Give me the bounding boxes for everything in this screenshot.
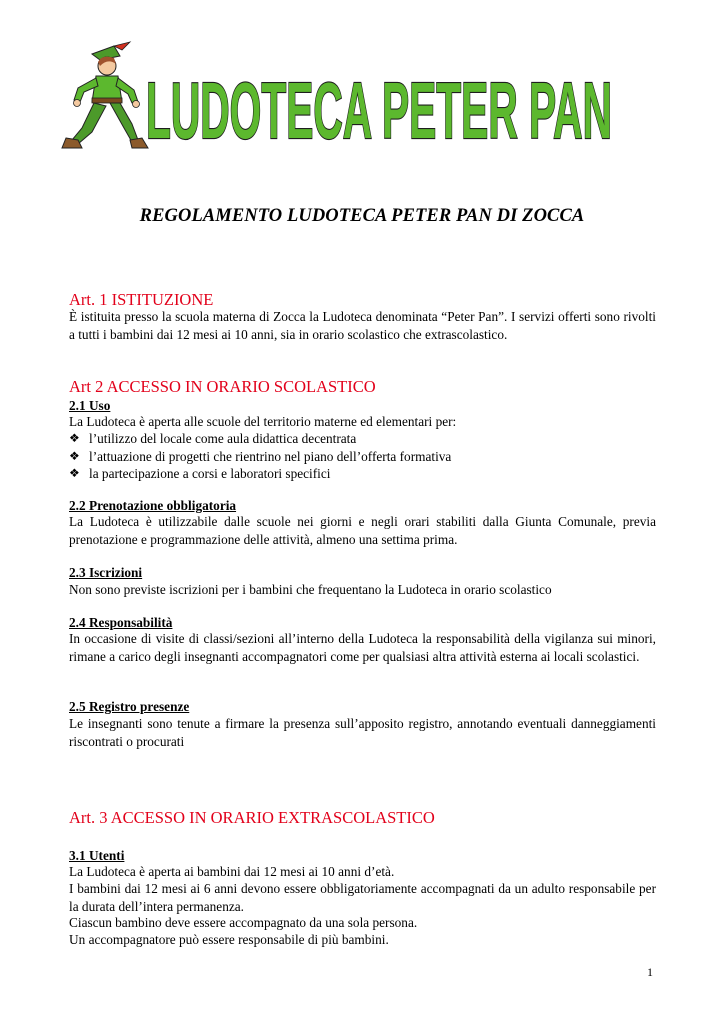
list-item: ❖ l’utilizzo del locale come aula didattica decentrata bbox=[69, 431, 357, 446]
art2-s3-title: 2.3 Iscrizioni bbox=[69, 565, 143, 580]
art2-s5-title: 2.5 Registro presenze bbox=[69, 699, 190, 714]
page-number: 1 bbox=[647, 965, 653, 979]
art2-s5-text: Le insegnanti sono tenute a firmare la presenza sull’apposito registro, annotando eventuali danneggiamenti riscontrati o procurati bbox=[69, 716, 656, 749]
art1-text: È istituita presso la scuola materna di Zocca la Ludoteca denominata “Peter Pan”. I servizi offerti sono rivolti a tutti i bambini dai 12 mesi ai 10 anni, sia in orario scolastico che extrascolastico. bbox=[69, 309, 656, 342]
art2-s4-title: 2.4 Responsabilità bbox=[69, 615, 173, 630]
diamond-bullet-icon: ❖ bbox=[69, 466, 80, 480]
art3-heading: Art. 3 ACCESSO IN ORARIO EXTRASCOLASTICO bbox=[69, 808, 435, 827]
page-title: REGOLAMENTO LUDOTECA PETER PAN DI ZOCCA bbox=[139, 206, 585, 226]
diamond-bullet-icon: ❖ bbox=[69, 448, 80, 463]
art3-s1-line2: I bambini dai 12 mesi ai 6 anni devono essere obbligatoriamente accompagnati da un adulto responsabile per la durata dell’intera permanenza. bbox=[69, 881, 656, 914]
art2-s2-title: 2.2 Prenotazione obbligatoria bbox=[69, 498, 237, 513]
art2-s1-bullets bbox=[69, 430, 451, 483]
diamond-bullet-icon: ❖ bbox=[69, 431, 80, 445]
art2-s3-text: Non sono previste iscrizioni per i bambini che frequentano la Ludoteca in orario scolastico bbox=[69, 582, 552, 597]
art3-s1-title: 3.1 Utenti bbox=[69, 848, 125, 863]
art2-s1-title: 2.1 Uso bbox=[69, 398, 111, 413]
list-item: ❖ la partecipazione a corsi e laboratori specifici bbox=[69, 466, 331, 481]
art3-s1-line1: La Ludoteca è aperta ai bambini dai 12 mesi ai 10 anni d’età. bbox=[69, 864, 395, 879]
logo-wordmark bbox=[146, 70, 616, 148]
art3-s1-line3: Ciascun bambino deve essere accompagnato da una sola persona. bbox=[69, 915, 418, 930]
art2-heading: Art 2 ACCESSO IN ORARIO SCOLASTICO bbox=[69, 377, 376, 396]
logo-text: LUDOTECA PETER PAN bbox=[146, 70, 612, 148]
list-item: ❖ l’attuazione di progetti che rientrino nel piano dell’offerta formativa bbox=[69, 448, 452, 464]
art1-heading: Art. 1 ISTITUZIONE bbox=[69, 290, 214, 309]
art2-s4-text: In occasione di visite di classi/sezioni all’interno della Ludoteca la responsabilità della vigilanza sui minori, rimane a carico degli insegnanti accompagnatori come per qualsiasi altra attività esterna ai locali scolastici. bbox=[69, 631, 656, 664]
art2-s2-text: La Ludoteca è utilizzabile dalle scuole nei giorni e negli orari stabiliti dalla Giunta Comunale, previa prenotazione e programmazione delle attività, almeno una settima prima. bbox=[69, 514, 656, 547]
header-logo bbox=[52, 40, 612, 155]
art2-s1-text: La Ludoteca è aperta alle scuole del territorio materne ed elementari per: bbox=[69, 414, 457, 429]
art3-s1-line4: Un accompagnatore può essere responsabile di più bambini. bbox=[69, 932, 389, 947]
